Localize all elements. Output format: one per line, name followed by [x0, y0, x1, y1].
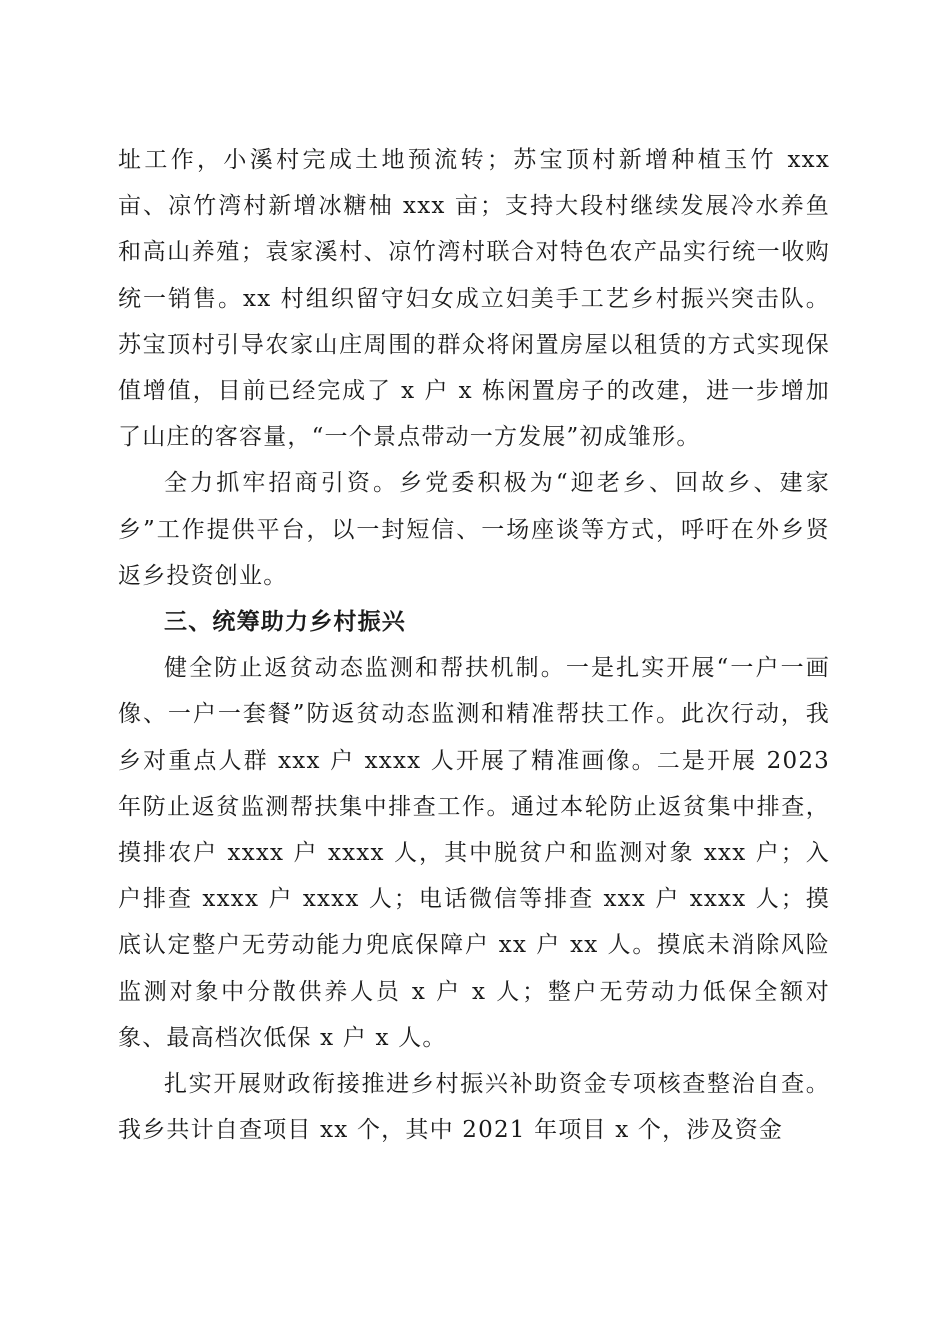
- paragraph-4: 扎实开展财政衔接推进乡村振兴补助资金专项核查整治自查。我乡共计自查项目 xx 个，其中 2021 年项目 x 个，涉及资金: [118, 1071, 830, 1144]
- section-heading-3: 三、统筹助力乡村振兴: [164, 609, 406, 636]
- paragraph-2: 全力抓牢招商引资。乡党委积极为“迎老乡、回故乡、建家乡”工作提供平台，以一封短信、一场座谈等方式，呼吁在外乡贤返乡投资创业。: [118, 470, 830, 589]
- document-body: [118, 137, 830, 1153]
- paragraph-1: 址工作，小溪村完成土地预流转；苏宝顶村新增种植玉竹 xxx 亩、凉竹湾村新增冰糖柚 xxx 亩；支持大段村继续发展冷水养鱼和高山养殖；袁家溪村、凉竹湾村联合对特色农产品实行统一收购统一销售。xx 村组织留守妇女成立妇美手工艺乡村振兴突击队。苏宝顶村引导农家山庄周围的群众将闲置房屋以租赁的方式实现保值增值，目前已经完成了 x 户 x 栋闲置房子的改建，进一步增加了山庄的客容量，“一个景点带动一方发展”初成雏形。: [118, 147, 830, 451]
- paragraph-3: 健全防止返贫动态监测和帮扶机制。一是扎实开展“一户一画像、一户一套餐”防返贫动态监测和精准帮扶工作。此次行动，我乡对重点人群 xxx 户 xxxx 人开展了精准画像。二是开展 2023 年防止返贫监测帮扶集中排查工作。通过本轮防止返贫集中排查，摸排农户 xxxx 户 xxxx 人，其中脱贫户和监测对象 xxx 户；入户排查 xxxx 户 xxxx 人；电话微信等排查 xxx 户 xxxx 人；摸底认定整户无劳动能力兜底保障户 xx 户 xx 人。摸底未消除风险监测对象中分散供养人员 x 户 x 人；整户无劳动力低保全额对象、最高档次低保 x 户 x 人。: [118, 655, 830, 1051]
